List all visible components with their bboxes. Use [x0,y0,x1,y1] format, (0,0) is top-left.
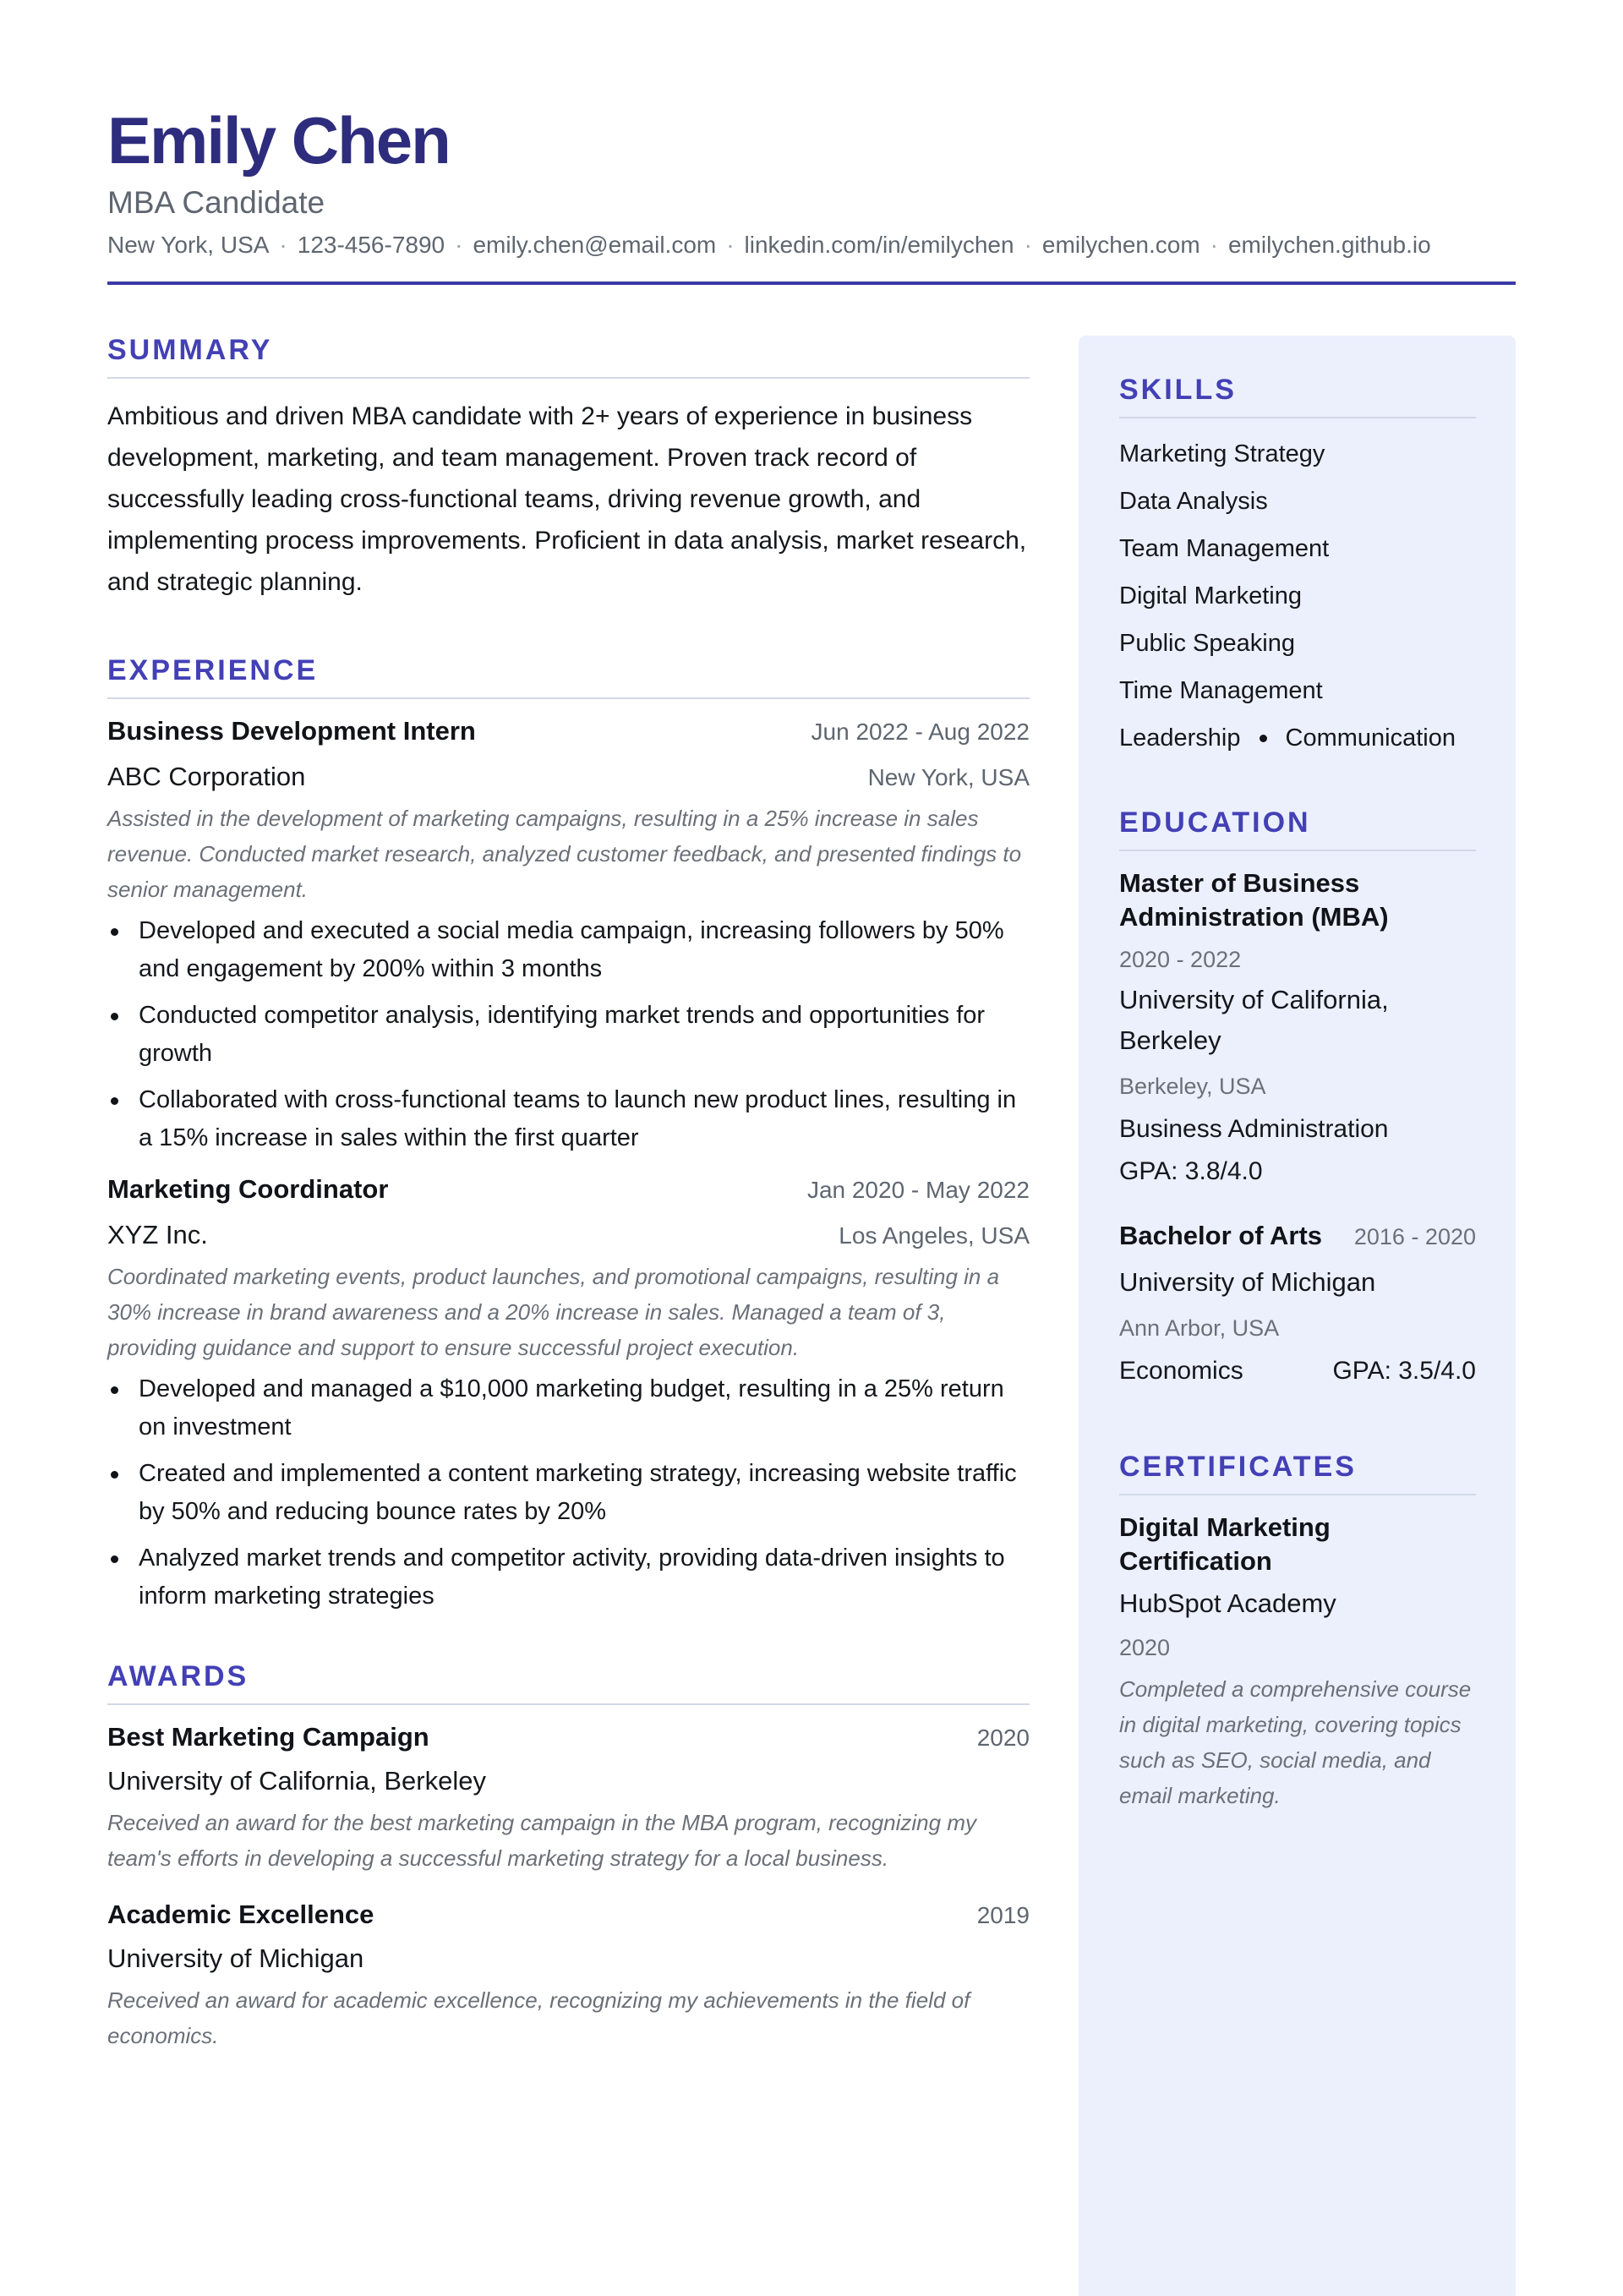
edu-header [1119,1216,1476,1257]
award-title: Best Marketing Campaign [107,1722,429,1752]
candidate-name: Emily Chen [107,103,450,178]
skill-item: Team Management [1119,535,1330,562]
cert-name: Digital Marketing Certification [1119,1512,1331,1576]
job-bullets [107,912,1030,1157]
bullet-item: Developed and executed a social media campaign, increasing followers by 50% and engagement by 200% within 3 months [107,912,1030,988]
header-divider [107,282,1516,285]
job-title: Business Development Intern [107,716,476,746]
summary-text: Ambitious and driven MBA candidate with 2+ years of experience in business development, marketing, and team management. Proven track record of successfully leading cross-functional teams, driving revenue growth, and implementing process improvements. Proficient in data analysis, market research, and strategic planning. [107,402,1027,596]
award-entry [107,1719,1030,1876]
bullet-dot-icon [1260,735,1267,742]
edu-location: Berkeley, USA [1119,1074,1266,1099]
experience-entry [107,713,1030,1157]
skill-row [1119,714,1516,762]
job-org-row [107,1216,1030,1254]
contact-line [107,228,1516,262]
award-header [107,1896,1030,1933]
section-title-summary: SUMMARY [107,334,273,366]
job-company: ABC Corporation [107,762,306,791]
job-location: Los Angeles, USA [839,1222,1030,1249]
section-title-certificates: CERTIFICATES [1119,1451,1357,1483]
bullet-item: Conducted competitor analysis, identifying market trends and opportunities for growth [107,997,1030,1073]
skill-item: Public Speaking [1119,630,1295,657]
contact-separator: · [726,232,735,258]
award-date: 2019 [976,1902,1030,1928]
edu-location: Ann Arbor, USA [1119,1315,1280,1341]
job-bullets [107,1370,1030,1615]
award-header [107,1719,1030,1756]
job-org-row [107,758,1030,795]
experience-entry [107,1171,1030,1615]
job-header [107,713,1030,750]
contact-website[interactable]: emilychen.com [1041,232,1200,258]
job-location: New York, USA [867,764,1030,790]
section-divider [107,1703,1030,1705]
edu-gpa: GPA: 3.5/4.0 [1332,1357,1476,1385]
bullet-item: Collaborated with cross-functional teams to launch new product lines, resulting in a 15% increase in sales within the first quarter [107,1081,1030,1157]
resume-header [107,100,1516,262]
candidate-role: MBA Candidate [107,185,325,220]
sidebar-content [1119,371,1516,1813]
job-date: Jan 2020 - May 2022 [806,1177,1030,1203]
skills-section [1119,371,1516,762]
skill-item: Leadership [1119,724,1241,752]
certificates-section [1119,1448,1516,1813]
edu-field: Business Administration [1119,1115,1389,1143]
edu-date: 2016 - 2020 [1353,1224,1476,1249]
award-title: Academic Excellence [107,1900,374,1929]
edu-field: Economics [1119,1357,1243,1385]
skill-item: Time Management [1119,677,1323,704]
cert-date: 2020 [1119,1635,1171,1660]
section-title-skills: SKILLS [1119,374,1237,406]
skill-item: Data Analysis [1119,488,1268,515]
job-description: Coordinated marketing events, product launches, and promotional campaigns, resulting in a 30% increase in brand awareness and a 20% increase in sales. Managed a team of 3, providing guidance and support to ensure successful project execution. [107,1264,1000,1360]
education-entry [1119,866,1516,1194]
skills-list [1119,430,1516,762]
award-date: 2020 [976,1725,1030,1751]
contact-email[interactable]: emily.chen@email.com [473,232,717,258]
section-divider [107,697,1030,699]
section-divider [1119,417,1476,418]
award-description: Received an award for the best marketing campaign in the MBA program, recognizing my team's efforts in developing a successful marketing strategy for a local business. [107,1810,976,1871]
job-company: XYZ Inc. [107,1220,208,1249]
education-section [1119,804,1516,1394]
edu-degree: Master of Business Administration (MBA) [1119,868,1389,932]
section-title-education: EDUCATION [1119,806,1311,839]
contact-separator: · [279,232,287,258]
cert-issuer: HubSpot Academy [1119,1588,1336,1618]
job-description: Assisted in the development of marketing campaigns, resulting in a 25% increase in sales revenue. Conducted market research, analyzed customer feedback, and presented findings to senior management. [107,806,1022,902]
awards-section [107,1658,1030,2053]
contact-phone: 123-456-7890 [297,232,445,258]
award-org: University of Michigan [107,1943,364,1973]
bullet-item: Analyzed market trends and competitor activity, providing data-driven insights to inform marketing strategies [107,1539,1030,1615]
edu-degree: Bachelor of Arts [1119,1221,1323,1250]
bullet-item: Created and implemented a content marketing strategy, increasing website traffic by 50% and reducing bounce rates by 20% [107,1455,1030,1531]
contact-linkedin[interactable]: linkedin.com/in/emilychen [744,232,1014,258]
skill-item: Marketing Strategy [1119,440,1325,467]
section-title-experience: EXPERIENCE [107,654,319,686]
contact-location: New York, USA [107,232,270,258]
contact-separator: · [455,232,463,258]
section-title-awards: AWARDS [107,1660,249,1692]
contact-github[interactable]: emilychen.github.io [1227,232,1431,258]
section-divider [1119,850,1476,851]
award-entry [107,1896,1030,2053]
job-title: Marketing Coordinator [107,1174,389,1204]
contact-separator: · [1210,232,1218,258]
education-entry [1119,1216,1516,1394]
experience-section [107,652,1030,1615]
edu-gpa: GPA: 3.8/4.0 [1119,1157,1263,1185]
summary-section [107,331,1030,603]
job-header [107,1171,1030,1208]
skill-item: Communication [1285,724,1456,752]
cert-description: Completed a comprehensive course in digital marketing, covering topics such as SEO, social media, and email marketing. [1119,1676,1472,1808]
award-org: University of California, Berkeley [107,1766,486,1796]
edu-school: University of California, Berkeley [1119,985,1389,1055]
edu-school: University of Michigan [1119,1267,1376,1297]
certificate-entry [1119,1511,1516,1813]
section-divider [1119,1494,1476,1495]
edu-date: 2020 - 2022 [1119,947,1242,972]
sidebar [1079,336,1516,2296]
job-date: Jun 2022 - Aug 2022 [811,719,1030,745]
edu-field-row [1119,1348,1476,1394]
section-divider [107,377,1030,379]
contact-separator: · [1024,232,1032,258]
skill-item: Digital Marketing [1119,582,1302,610]
main-column [107,331,1030,2053]
award-description: Received an award for academic excellence, recognizing my achievements in the field of economics. [107,1987,970,2048]
bullet-item: Developed and managed a $10,000 marketing budget, resulting in a 25% return on investment [107,1370,1030,1446]
